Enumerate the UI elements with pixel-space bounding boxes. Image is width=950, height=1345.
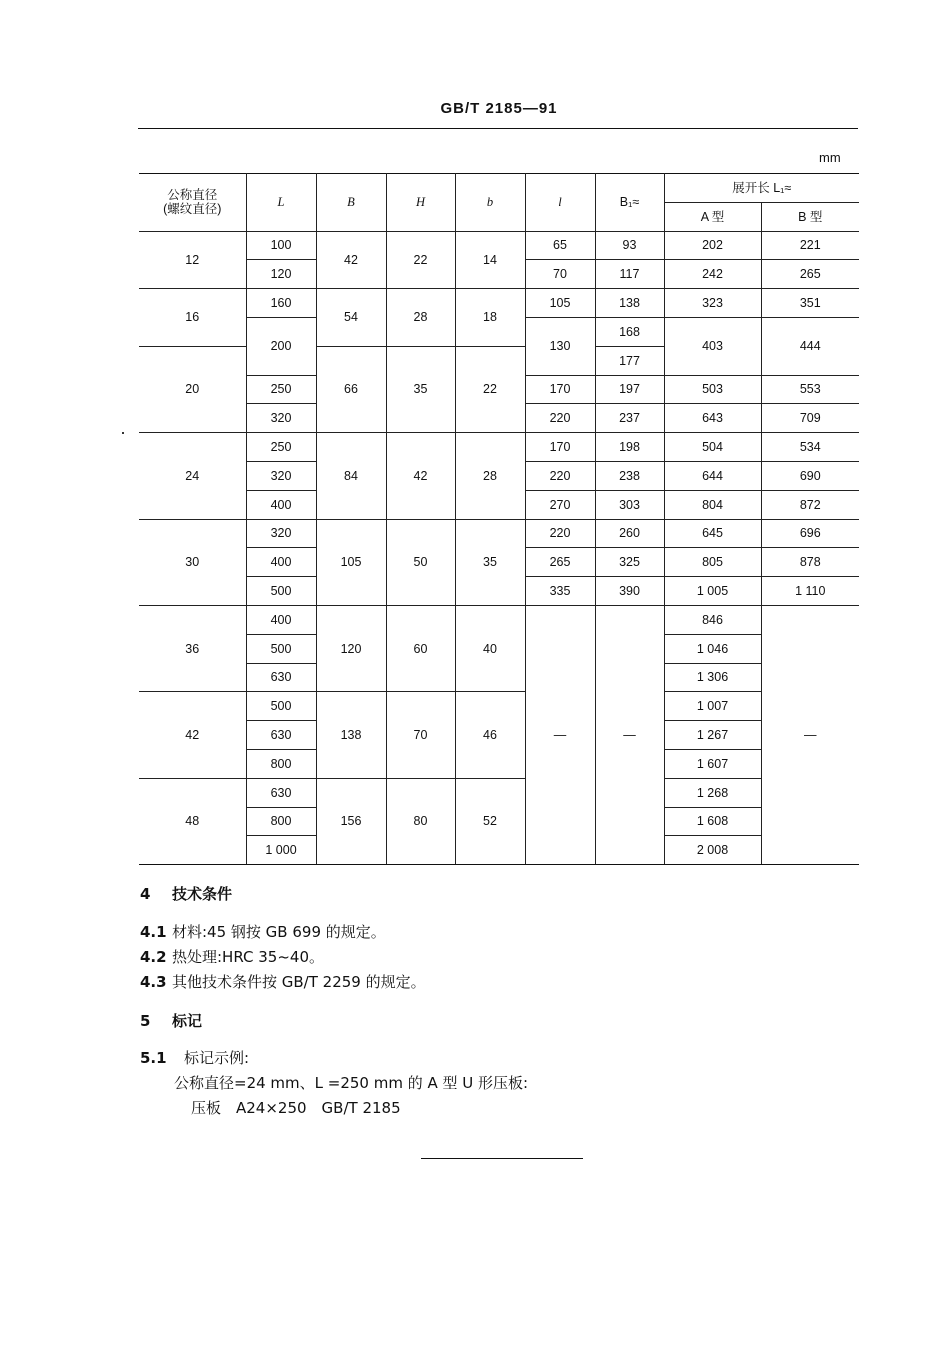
cell-L: 160 bbox=[246, 289, 316, 318]
cell-B: 156 bbox=[316, 778, 386, 864]
clause-text: 标记示例: bbox=[184, 1049, 250, 1067]
header-nominal-label: 公称直径 bbox=[167, 188, 218, 203]
cell-L: 120 bbox=[246, 260, 316, 289]
cell-L1-b: 553 bbox=[761, 375, 859, 404]
clause-5-1 bbox=[140, 1047, 249, 1068]
table-row bbox=[139, 289, 859, 318]
cell-L: 100 bbox=[246, 231, 316, 260]
cell-d: 20 bbox=[139, 346, 246, 432]
cell-L1-b: 221 bbox=[761, 231, 859, 260]
cell-L1-b: 1 110 bbox=[761, 577, 859, 606]
header-type-b: B 型 bbox=[761, 202, 859, 231]
section-4-heading bbox=[140, 883, 232, 904]
cell-b: 40 bbox=[455, 605, 525, 691]
cell-B1: 390 bbox=[595, 577, 664, 606]
cell-d: 36 bbox=[139, 605, 246, 691]
cell-L: 320 bbox=[246, 404, 316, 433]
cell-d: 12 bbox=[139, 231, 246, 289]
unit-label: mm bbox=[819, 150, 841, 165]
cell-L1-b: 690 bbox=[761, 461, 859, 490]
cell-d: 42 bbox=[139, 692, 246, 778]
clause-4-1 bbox=[140, 921, 386, 942]
cell-L1-a: 1 046 bbox=[664, 634, 761, 663]
cell-B1: 260 bbox=[595, 519, 664, 548]
header-B1: B₁≈ bbox=[595, 174, 664, 232]
cell-L1-a: 1 268 bbox=[664, 778, 761, 807]
cell-L1-a: 503 bbox=[664, 375, 761, 404]
cell-d: 48 bbox=[139, 778, 246, 864]
cell-H: 22 bbox=[386, 231, 455, 289]
cell-L1-b: 265 bbox=[761, 260, 859, 289]
cell-l: 220 bbox=[525, 519, 595, 548]
cell-L1-a: 645 bbox=[664, 519, 761, 548]
cell-b: 52 bbox=[455, 778, 525, 864]
clause-number: 4.1 bbox=[140, 923, 167, 941]
cell-H: 70 bbox=[386, 692, 455, 778]
header-L: L bbox=[246, 174, 316, 232]
table-row bbox=[139, 519, 859, 548]
clause-number: 5.1 bbox=[140, 1049, 167, 1067]
cell-l: 105 bbox=[525, 289, 595, 318]
cell-L: 630 bbox=[246, 778, 316, 807]
cell-l: 65 bbox=[525, 231, 595, 260]
cell-l: 70 bbox=[525, 260, 595, 289]
cell-L1-a: 323 bbox=[664, 289, 761, 318]
clause-text: 其他技术条件按 GB/T 2259 的规定。 bbox=[172, 973, 426, 991]
cell-d: 16 bbox=[139, 289, 246, 347]
header-l: l bbox=[525, 174, 595, 232]
cell-L-shared: 200 bbox=[246, 317, 316, 375]
cell-L1-a: 202 bbox=[664, 231, 761, 260]
cell-L1-b: 872 bbox=[761, 490, 859, 519]
clause-4-3 bbox=[140, 971, 426, 992]
header-B: B bbox=[316, 174, 386, 232]
cell-b: 28 bbox=[455, 433, 525, 519]
cell-B1: 93 bbox=[595, 231, 664, 260]
cell-L1-b: 878 bbox=[761, 548, 859, 577]
clause-text: 热处理:HRC 35~40。 bbox=[172, 948, 324, 966]
standard-number-header: GB/T 2185—91 bbox=[440, 100, 558, 117]
table-row bbox=[139, 433, 859, 462]
cell-B1: 197 bbox=[595, 375, 664, 404]
cell-H: 42 bbox=[386, 433, 455, 519]
cell-d: 24 bbox=[139, 433, 246, 519]
cell-L1-a: 1 608 bbox=[664, 807, 761, 836]
cell-H: 28 bbox=[386, 289, 455, 347]
cell-L: 800 bbox=[246, 807, 316, 836]
cell-L1-a: 504 bbox=[664, 433, 761, 462]
cell-L1-a: 1 607 bbox=[664, 749, 761, 778]
header-developed-length: 展开长 L₁≈ bbox=[664, 174, 859, 203]
section-number: 5 bbox=[140, 1012, 151, 1030]
cell-L1-a: 2 008 bbox=[664, 836, 761, 865]
table-row bbox=[139, 692, 859, 721]
cell-B1: 237 bbox=[595, 404, 664, 433]
header-nominal-diameter bbox=[139, 174, 246, 232]
cell-L: 500 bbox=[246, 692, 316, 721]
cell-b: 22 bbox=[455, 346, 525, 432]
section-number: 4 bbox=[140, 885, 151, 903]
cell-H: 50 bbox=[386, 519, 455, 605]
cell-B: 42 bbox=[316, 231, 386, 289]
cell-L: 400 bbox=[246, 548, 316, 577]
table-row bbox=[139, 605, 859, 634]
cell-L: 400 bbox=[246, 490, 316, 519]
cell-L: 250 bbox=[246, 433, 316, 462]
cell-L1-b-dash: — bbox=[761, 605, 859, 864]
cell-L: 400 bbox=[246, 605, 316, 634]
cell-L: 320 bbox=[246, 461, 316, 490]
cell-l: 265 bbox=[525, 548, 595, 577]
cell-l: 170 bbox=[525, 375, 595, 404]
cell-L1-a: 1 005 bbox=[664, 577, 761, 606]
cell-B1-dash: — bbox=[595, 605, 664, 864]
clause-4-2 bbox=[140, 946, 324, 967]
cell-L1-a: 1 306 bbox=[664, 663, 761, 692]
cell-B: 54 bbox=[316, 289, 386, 347]
cell-L1-a: 1 007 bbox=[664, 692, 761, 721]
cell-B1: 177 bbox=[595, 346, 664, 375]
cell-B1: 198 bbox=[595, 433, 664, 462]
cell-L1-a: 805 bbox=[664, 548, 761, 577]
section-5-heading bbox=[140, 1010, 202, 1031]
cell-L1-a: 242 bbox=[664, 260, 761, 289]
header-rule bbox=[138, 128, 858, 129]
cell-L: 800 bbox=[246, 749, 316, 778]
cell-L1-a: 804 bbox=[664, 490, 761, 519]
clause-number: 4.2 bbox=[140, 948, 167, 966]
cell-L1-b: 709 bbox=[761, 404, 859, 433]
dimension-table bbox=[139, 173, 859, 865]
cell-L1-a-shared: 403 bbox=[664, 317, 761, 375]
cell-B1: 238 bbox=[595, 461, 664, 490]
cell-L: 320 bbox=[246, 519, 316, 548]
cell-B: 120 bbox=[316, 605, 386, 691]
cell-B1: 325 bbox=[595, 548, 664, 577]
marking-example-designation: 压板 A24×250 GB/T 2185 bbox=[191, 1099, 401, 1117]
marking-example-description: 公称直径=24 mm、L =250 mm 的 A 型 U 形压板: bbox=[174, 1074, 529, 1092]
header-type-a: A 型 bbox=[664, 202, 761, 231]
cell-L1-a: 644 bbox=[664, 461, 761, 490]
cell-L: 630 bbox=[246, 663, 316, 692]
cell-b: 18 bbox=[455, 289, 525, 347]
cell-B1: 168 bbox=[595, 317, 664, 346]
cell-L: 250 bbox=[246, 375, 316, 404]
cell-B: 66 bbox=[316, 346, 386, 432]
cell-L1-a: 643 bbox=[664, 404, 761, 433]
section-title: 标记 bbox=[172, 1012, 203, 1030]
cell-L: 630 bbox=[246, 721, 316, 750]
table-row bbox=[139, 231, 859, 260]
cell-d: 30 bbox=[139, 519, 246, 605]
cell-H: 60 bbox=[386, 605, 455, 691]
cell-L: 500 bbox=[246, 634, 316, 663]
cell-H: 35 bbox=[386, 346, 455, 432]
clause-number: 4.3 bbox=[140, 973, 167, 991]
header-b: b bbox=[455, 174, 525, 232]
table-row bbox=[139, 778, 859, 807]
cell-L1-b: 696 bbox=[761, 519, 859, 548]
cell-B: 138 bbox=[316, 692, 386, 778]
cell-b: 35 bbox=[455, 519, 525, 605]
cell-L1-b-shared: 444 bbox=[761, 317, 859, 375]
end-rule bbox=[421, 1158, 583, 1159]
cell-b: 46 bbox=[455, 692, 525, 778]
cell-B1: 138 bbox=[595, 289, 664, 318]
cell-L: 1 000 bbox=[246, 836, 316, 865]
cell-L1-b: 534 bbox=[761, 433, 859, 462]
cell-B1: 303 bbox=[595, 490, 664, 519]
cell-B: 84 bbox=[316, 433, 386, 519]
cell-B1: 117 bbox=[595, 260, 664, 289]
clause-text: 材料:45 钢按 GB 699 的规定。 bbox=[172, 923, 386, 941]
scan-speck bbox=[122, 432, 124, 434]
cell-L1-a: 846 bbox=[664, 605, 761, 634]
cell-l: 220 bbox=[525, 404, 595, 433]
cell-l-dash: — bbox=[525, 605, 595, 864]
cell-L1-b: 351 bbox=[761, 289, 859, 318]
section-title: 技术条件 bbox=[172, 885, 233, 903]
cell-L: 500 bbox=[246, 577, 316, 606]
cell-l: 270 bbox=[525, 490, 595, 519]
cell-L1-a: 1 267 bbox=[664, 721, 761, 750]
cell-H: 80 bbox=[386, 778, 455, 864]
header-nominal-sub: (螺纹直径) bbox=[163, 202, 222, 217]
cell-l-shared: 130 bbox=[525, 317, 595, 375]
cell-l: 170 bbox=[525, 433, 595, 462]
cell-B: 105 bbox=[316, 519, 386, 605]
header-H: H bbox=[386, 174, 455, 232]
cell-b: 14 bbox=[455, 231, 525, 289]
cell-l: 220 bbox=[525, 461, 595, 490]
cell-l: 335 bbox=[525, 577, 595, 606]
